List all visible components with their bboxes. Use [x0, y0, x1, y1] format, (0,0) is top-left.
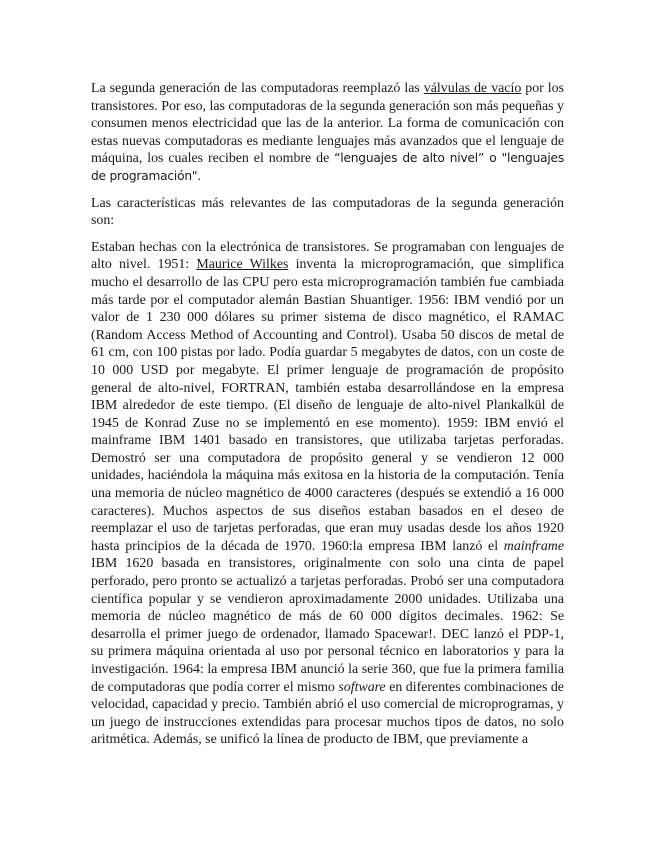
- paragraph-history: [91, 239, 564, 749]
- link-valvulas-de-vacio[interactable]: válvulas de vacío: [423, 81, 522, 96]
- text-run: Estaban hechas con la electrónica de transistores. Se programaban con lenguajes de alto nivel. 1951:: [91, 239, 564, 273]
- text-run-quoted: “lenguajes de alto nivel” o "lenguajes de programación".: [91, 151, 564, 183]
- text-run: por los transistores. Por eso, las computadoras de la segunda generación son más pequeñas y consumen menos electricidad que las de la anterior. La forma de comunicación con estas nuevas computadoras es mediante lenguajes más avanzados que el lenguaje de máquina, los cuales reciben el nombre de: [91, 81, 564, 167]
- text-run: La segunda generación de las computadoras reemplazó las: [91, 81, 424, 96]
- emphasis-software: software: [338, 679, 386, 695]
- text-run: en diferentes combinaciones de velocidad, capacidad y precio. También abrió el uso comercial de microprogramas, y un juego de instrucciones extendidas para procesar muchos tipos de datos, no solo aritmética. Además, se unificó la línea de producto de IBM, que previamente a: [91, 679, 564, 748]
- text-run: inventa la microprogramación, que simplifica mucho el desarrollo de las CPU pero esta microprogramación también fue cambiada más tarde por el computador alemán Bastian Shuantiger. 1956: IBM vendió por un valor de 1 230 000 dólares su primer sistema de disco magnético, el RAMAC (Random Access Method of Accounting and Control). Usaba 50 discos de metal de 61 cm, con 100 pistas por lado. Podía guardar 5 megabytes de datos, con un coste de 10 000 USD por megabyte. El primer lenguaje de programación de propósito general de alto-nivel, FORTRAN, también estaba desarrollándose en la empresa IBM alrededor de este tiempo. (El diseño de lenguaje de alto-nivel Plankalkül de 1945 de Konrad Zuse no se implementó en ese momento). 1959: IBM envió el mainframe IBM 1401 basado en transistores, que utilizaba tarjetas perforadas. Demostró ser una computadora de propósito general y se vendieron 12 000 unidades, haciéndola la máquina más exitosa en la historia de la computación. Tenía una memoria de núcleo magnético de 4000 caracteres (después se extendió a 16 000 caracteres). Muchos aspectos de sus diseños estaban basados en el deseo de reemplazar el uso de tarjetas perforadas, que eran muy usadas desde los años 1920 hasta principios de la década de 1970. 1960:la empresa IBM lanzó el: [91, 257, 564, 554]
- paragraph-characteristics-intro: Las características más relevantes de las computadoras de la segunda generación son:: [91, 195, 564, 229]
- emphasis-mainframe: mainframe: [503, 538, 564, 554]
- document-page: [91, 80, 564, 758]
- paragraph-intro: [91, 80, 564, 186]
- link-maurice-wilkes[interactable]: Maurice Wilkes: [196, 257, 289, 273]
- text-run: IBM 1620 basada en transistores, originalmente con solo una cinta de papel perforado, pero pronto se actualizó a tarjetas perforadas. Probó ser una computadora científica popular y se vendieron aproximadamente 2000 unidades. Utilizaba una memoria de núcleo magnético de más de 60 000 dígitos decimales. 1962: Se desarrolla el primer juego de ordenador, llamado Spacewar!. DEC lanzó el PDP-1, su primera máquina orientada al uso por personal técnico en laboratorios y para la investigación. 1964: la empresa IBM anunció la serie 360, que fue la primera familia de computadoras que podía correr el mismo: [91, 556, 564, 695]
